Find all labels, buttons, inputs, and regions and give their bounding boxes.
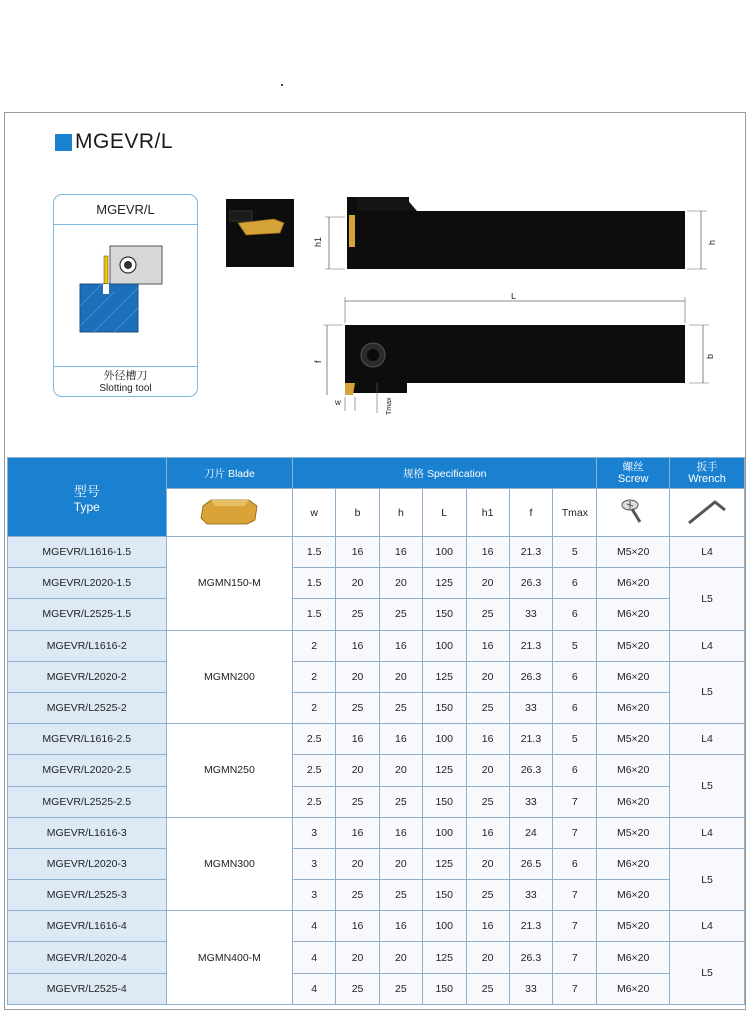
spec-cell-b: 20 [336, 942, 380, 973]
spec-cell-w: 2 [293, 692, 336, 723]
screw-cell: M5×20 [597, 537, 670, 568]
wrench-cell: L4 [670, 724, 745, 755]
spec-cell-b: 20 [336, 661, 380, 692]
wrench-cell: L5 [670, 568, 745, 630]
spec-cell-h: 20 [379, 661, 422, 692]
spec-cell-b: 25 [336, 599, 380, 630]
side-view-illustration [305, 187, 725, 287]
screw-image-cell [597, 489, 670, 537]
spec-cell-f: 26.3 [509, 568, 553, 599]
sub-header-b: b [336, 489, 380, 537]
spec-cell-L: 150 [422, 973, 466, 1004]
spec-cell-f: 26.3 [509, 942, 553, 973]
spec-cell-tmax: 7 [553, 942, 597, 973]
wrench-cell: L5 [670, 661, 745, 723]
wrench-cell: L5 [670, 755, 745, 817]
spec-cell-h1: 16 [466, 911, 509, 942]
blade-cell: MGMN250 [166, 724, 293, 818]
spec-cell-w: 1.5 [293, 568, 336, 599]
spec-cell-b: 20 [336, 568, 380, 599]
spec-cell-L: 100 [422, 817, 466, 848]
slotting-tool-card [53, 194, 198, 397]
spec-cell-tmax: 5 [553, 724, 597, 755]
title-square-icon [55, 134, 72, 151]
screw-cell: M5×20 [597, 911, 670, 942]
spec-cell-h: 25 [379, 692, 422, 723]
table-row [8, 692, 745, 723]
blade-cell: MGMN300 [166, 817, 293, 911]
table-row [8, 568, 745, 599]
table-row [8, 848, 745, 879]
stray-dot [281, 84, 283, 86]
wrench-cell: L4 [670, 537, 745, 568]
spec-cell-w: 1.5 [293, 537, 336, 568]
spec-cell-h: 20 [379, 568, 422, 599]
spec-cell-h: 20 [379, 755, 422, 786]
blade-cell: MGMN150-M [166, 537, 293, 631]
hex-wrench-icon [685, 496, 729, 526]
top-view-illustration [305, 293, 725, 418]
spec-cell-b: 16 [336, 537, 380, 568]
spec-cell-h1: 16 [466, 630, 509, 661]
spec-cell-f: 26.3 [509, 661, 553, 692]
blade-cell: MGMN200 [166, 630, 293, 724]
spec-cell-b: 16 [336, 911, 380, 942]
type-cell: MGEVR/L2020-4 [8, 942, 167, 973]
dim-h1-label: h1 [313, 236, 323, 247]
blade-cell: MGMN400-M [166, 911, 293, 1005]
type-cell: MGEVR/L1616-2 [8, 630, 167, 661]
spec-cell-h1: 16 [466, 724, 509, 755]
spec-cell-tmax: 6 [553, 755, 597, 786]
spec-cell-h: 16 [379, 817, 422, 848]
spec-cell-h1: 16 [466, 817, 509, 848]
type-cell: MGEVR/L1616-4 [8, 911, 167, 942]
table-row [8, 942, 745, 973]
dim-f-label: f [313, 360, 323, 363]
screw-cell: M5×20 [597, 817, 670, 848]
wrench-cell: L5 [670, 942, 745, 1004]
type-cell: MGEVR/L2525-1.5 [8, 599, 167, 630]
spec-cell-f: 21.3 [509, 630, 553, 661]
caption-en: Slotting tool [99, 383, 152, 394]
spec-cell-f: 21.3 [509, 537, 553, 568]
spec-cell-tmax: 6 [553, 692, 597, 723]
spec-cell-w: 2 [293, 661, 336, 692]
spec-cell-h1: 25 [466, 599, 509, 630]
slotting-illustration [54, 226, 198, 368]
type-cell: MGEVR/L2525-2.5 [8, 786, 167, 817]
table-row [8, 755, 745, 786]
spec-cell-h1: 20 [466, 568, 509, 599]
screw-cell: M6×20 [597, 692, 670, 723]
spec-cell-h: 16 [379, 724, 422, 755]
screw-cell: M6×20 [597, 973, 670, 1004]
table-row [8, 630, 745, 661]
spec-table [7, 457, 745, 1005]
spec-cell-w: 1.5 [293, 599, 336, 630]
spec-header: 规格 Specification [293, 458, 597, 489]
type-cell: MGEVR/L2525-2 [8, 692, 167, 723]
dim-tmax-label: Tmax [386, 397, 393, 415]
insert-blade-icon [197, 496, 261, 526]
spec-cell-h1: 20 [466, 848, 509, 879]
spec-cell-w: 2 [293, 630, 336, 661]
spec-cell-L: 150 [422, 786, 466, 817]
type-cell: MGEVR/L2020-1.5 [8, 568, 167, 599]
screw-cell: M6×20 [597, 848, 670, 879]
spec-cell-w: 4 [293, 973, 336, 1004]
spec-cell-f: 26.3 [509, 755, 553, 786]
spec-cell-h: 25 [379, 786, 422, 817]
table-row [8, 661, 745, 692]
spec-cell-tmax: 7 [553, 817, 597, 848]
table-row [8, 599, 745, 630]
spec-cell-h: 20 [379, 848, 422, 879]
spec-cell-L: 150 [422, 692, 466, 723]
screw-cell: M6×20 [597, 661, 670, 692]
spec-cell-b: 20 [336, 848, 380, 879]
spec-cell-b: 25 [336, 880, 380, 911]
spec-cell-tmax: 6 [553, 661, 597, 692]
spec-cell-h: 16 [379, 630, 422, 661]
spec-cell-h: 25 [379, 973, 422, 1004]
spec-cell-f: 33 [509, 599, 553, 630]
spec-cell-f: 24 [509, 817, 553, 848]
table-row [8, 911, 745, 942]
screw-cell: M6×20 [597, 755, 670, 786]
wrench-cell: L4 [670, 817, 745, 848]
slot-card-title: MGEVR/L [54, 195, 197, 225]
sub-header-w: w [293, 489, 336, 537]
wrench-header: 扳手 Wrench [670, 458, 745, 489]
spec-cell-L: 100 [422, 630, 466, 661]
spec-cell-h1: 25 [466, 973, 509, 1004]
spec-cell-w: 3 [293, 817, 336, 848]
spec-cell-h: 16 [379, 911, 422, 942]
wrench-cell: L4 [670, 630, 745, 661]
dim-w-label: w [335, 398, 341, 407]
spec-cell-h: 25 [379, 880, 422, 911]
blade-header: 刀片 Blade [166, 458, 293, 489]
spec-cell-tmax: 7 [553, 911, 597, 942]
wrench-image-cell [670, 489, 745, 537]
spec-cell-h1: 16 [466, 537, 509, 568]
spec-cell-w: 3 [293, 880, 336, 911]
spec-cell-L: 150 [422, 599, 466, 630]
sub-header-f: f [509, 489, 553, 537]
spec-cell-f: 33 [509, 692, 553, 723]
spec-cell-f: 21.3 [509, 911, 553, 942]
spec-cell-tmax: 6 [553, 848, 597, 879]
type-cell: MGEVR/L2020-2 [8, 661, 167, 692]
spec-cell-tmax: 5 [553, 537, 597, 568]
spec-cell-h1: 20 [466, 755, 509, 786]
table-row [8, 786, 745, 817]
screw-icon [618, 496, 648, 526]
spec-cell-L: 125 [422, 661, 466, 692]
wrench-cell: L4 [670, 911, 745, 942]
spec-cell-tmax: 7 [553, 786, 597, 817]
product-spec-panel [4, 112, 746, 1010]
spec-cell-w: 2.5 [293, 786, 336, 817]
spec-cell-f: 33 [509, 880, 553, 911]
spec-cell-w: 2.5 [293, 724, 336, 755]
spec-cell-b: 16 [336, 630, 380, 661]
screw-cell: M6×20 [597, 599, 670, 630]
spec-cell-b: 25 [336, 692, 380, 723]
sub-header-L: L [422, 489, 466, 537]
spec-cell-w: 3 [293, 848, 336, 879]
slot-card-caption [54, 366, 197, 396]
spec-cell-w: 2.5 [293, 755, 336, 786]
spec-cell-f: 21.3 [509, 724, 553, 755]
table-row [8, 973, 745, 1004]
spec-cell-L: 125 [422, 848, 466, 879]
type-cell: MGEVR/L1616-2.5 [8, 724, 167, 755]
table-row [8, 817, 745, 848]
spec-cell-h1: 25 [466, 786, 509, 817]
table-row [8, 880, 745, 911]
spec-cell-L: 125 [422, 755, 466, 786]
spec-cell-w: 4 [293, 942, 336, 973]
section-title [55, 130, 173, 154]
front-view-illustration [224, 197, 296, 269]
spec-cell-b: 16 [336, 817, 380, 848]
spec-cell-w: 4 [293, 911, 336, 942]
page-title: MGEVR/L [75, 130, 174, 153]
spec-cell-h: 25 [379, 599, 422, 630]
screw-cell: M5×20 [597, 724, 670, 755]
screw-cell: M6×20 [597, 786, 670, 817]
type-cell: MGEVR/L2525-3 [8, 880, 167, 911]
spec-cell-h1: 20 [466, 942, 509, 973]
caption-cn: 外径槽刀 [103, 370, 148, 382]
screw-header: 螺丝 Screw [597, 458, 670, 489]
sub-header-h1: h1 [466, 489, 509, 537]
screw-cell: M5×20 [597, 630, 670, 661]
spec-cell-L: 100 [422, 911, 466, 942]
wrench-cell: L5 [670, 848, 745, 910]
spec-cell-f: 33 [509, 786, 553, 817]
type-cell: MGEVR/L1616-1.5 [8, 537, 167, 568]
spec-cell-f: 33 [509, 973, 553, 1004]
spec-cell-b: 25 [336, 786, 380, 817]
spec-cell-b: 25 [336, 973, 380, 1004]
type-cell: MGEVR/L2020-2.5 [8, 755, 167, 786]
spec-cell-L: 125 [422, 942, 466, 973]
sub-header-h: h [379, 489, 422, 537]
spec-cell-tmax: 6 [553, 568, 597, 599]
screw-cell: M6×20 [597, 880, 670, 911]
spec-cell-f: 26.5 [509, 848, 553, 879]
table-row [8, 537, 745, 568]
spec-cell-h1: 20 [466, 661, 509, 692]
sub-header-tmax: Tmax [553, 489, 597, 537]
spec-cell-L: 125 [422, 568, 466, 599]
spec-cell-L: 100 [422, 724, 466, 755]
spec-cell-tmax: 7 [553, 880, 597, 911]
table-row [8, 724, 745, 755]
spec-cell-L: 150 [422, 880, 466, 911]
blade-image-cell [166, 489, 293, 537]
spec-cell-tmax: 5 [553, 630, 597, 661]
type-cell: MGEVR/L1616-3 [8, 817, 167, 848]
type-cell: MGEVR/L2020-3 [8, 848, 167, 879]
dim-L-label: L [511, 293, 517, 301]
spec-cell-L: 100 [422, 537, 466, 568]
spec-cell-h: 20 [379, 942, 422, 973]
spec-cell-h1: 25 [466, 692, 509, 723]
type-cell: MGEVR/L2525-4 [8, 973, 167, 1004]
spec-cell-h: 16 [379, 537, 422, 568]
spec-cell-h1: 25 [466, 880, 509, 911]
screw-cell: M6×20 [597, 942, 670, 973]
spec-cell-tmax: 7 [553, 973, 597, 1004]
screw-cell: M6×20 [597, 568, 670, 599]
dim-h-label: h [707, 239, 717, 245]
type-header: 型号 Type [8, 458, 167, 537]
spec-cell-b: 20 [336, 755, 380, 786]
dim-b-label: b [705, 353, 715, 359]
spec-cell-tmax: 6 [553, 599, 597, 630]
spec-cell-b: 16 [336, 724, 380, 755]
